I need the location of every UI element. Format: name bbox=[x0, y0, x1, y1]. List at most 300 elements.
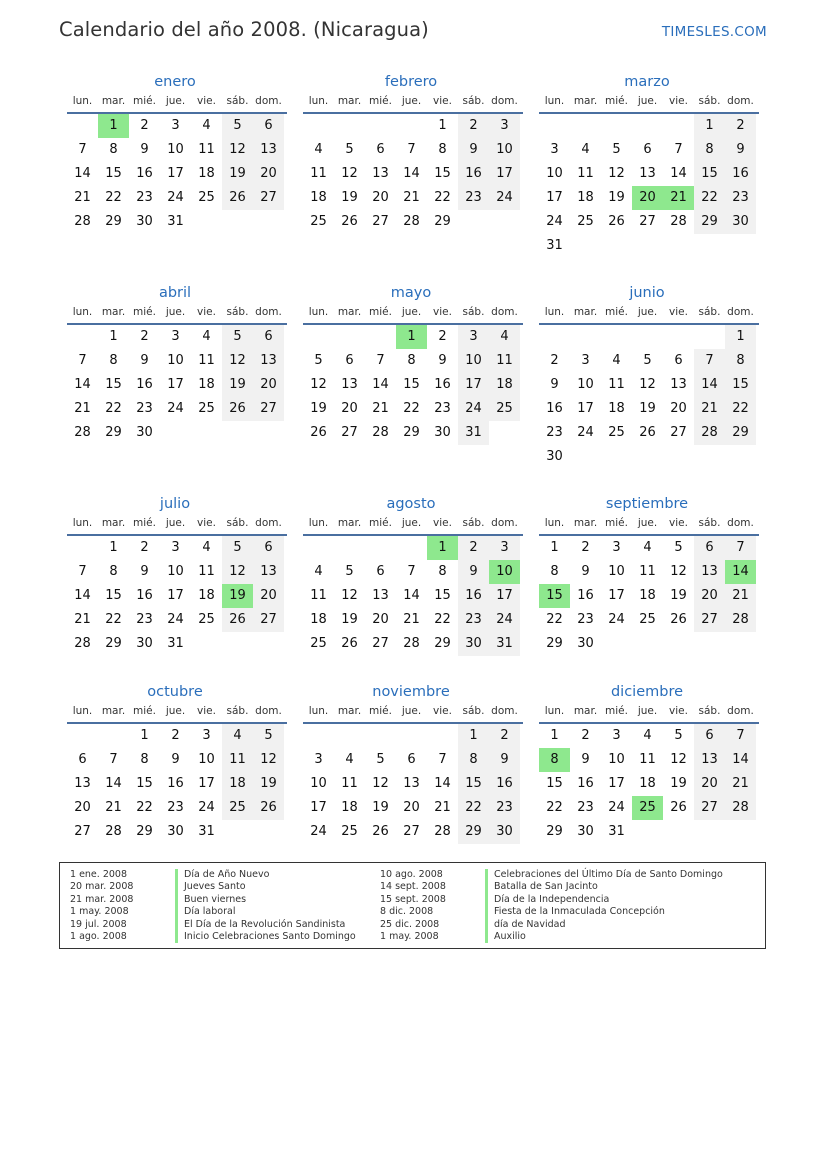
weekday-label: sáb. bbox=[462, 705, 485, 717]
day-cell: 9 bbox=[171, 752, 180, 767]
weekday-label: lun. bbox=[308, 306, 329, 318]
legend-holiday-name: día de Navidad bbox=[485, 919, 723, 931]
day-cell: 5 bbox=[222, 114, 253, 138]
day-cell: 16 bbox=[546, 401, 563, 416]
day-cell: 20 bbox=[694, 584, 725, 608]
day-cell: 30 bbox=[167, 824, 184, 839]
legend-date: 20 mar. 2008 bbox=[70, 881, 134, 893]
day-cell: 5 bbox=[314, 353, 323, 368]
day-cell: 26 bbox=[670, 800, 687, 815]
day-cell: 19 bbox=[253, 772, 284, 796]
day-cell: 15 bbox=[403, 377, 420, 392]
weekday-label: mar. bbox=[101, 517, 126, 529]
day-cell: 24 bbox=[546, 214, 563, 229]
weekday-label: vie. bbox=[433, 517, 452, 529]
empty-cell bbox=[601, 325, 632, 349]
day-cell: 19 bbox=[670, 776, 687, 791]
day-cell: 5 bbox=[612, 142, 621, 157]
day-cell: 20 bbox=[694, 772, 725, 796]
day-cell: 30 bbox=[577, 824, 594, 839]
weekday-label: mar. bbox=[101, 95, 126, 107]
day-cell: 10 bbox=[167, 353, 184, 368]
day-cell: 21 bbox=[372, 401, 389, 416]
day-cell: 19 bbox=[222, 373, 253, 397]
legend-date: 8 dic. 2008 bbox=[380, 906, 434, 918]
weekday-header bbox=[303, 304, 523, 325]
weekday-label: jue. bbox=[401, 705, 422, 717]
holiday-day: 1 bbox=[98, 114, 129, 138]
page-title: Calendario del año 2008. (Nicaragua) bbox=[59, 18, 429, 41]
day-cell: 30 bbox=[136, 214, 153, 229]
day-cell: 22 bbox=[434, 190, 451, 205]
day-cell: 22 bbox=[725, 397, 756, 421]
weekday-label: vie. bbox=[669, 517, 688, 529]
day-cell: 10 bbox=[546, 166, 563, 181]
legend-date: 1 may. 2008 bbox=[70, 906, 129, 918]
empty-cell bbox=[334, 114, 365, 138]
day-cell: 4 bbox=[643, 728, 652, 743]
day-cell: 25 bbox=[310, 214, 327, 229]
weekday-label: jue. bbox=[637, 306, 658, 318]
empty-cell bbox=[694, 325, 725, 349]
month-agosto bbox=[299, 494, 523, 656]
day-cell: 18 bbox=[310, 612, 327, 627]
day-cell: 17 bbox=[608, 776, 625, 791]
weekday-label: mar. bbox=[573, 517, 598, 529]
month-enero bbox=[63, 72, 287, 234]
day-cell: 13 bbox=[694, 560, 725, 584]
day-cell: 29 bbox=[694, 210, 725, 234]
day-cell: 20 bbox=[253, 162, 284, 186]
day-grid bbox=[303, 536, 523, 656]
day-cell: 18 bbox=[489, 373, 520, 397]
day-cell: 7 bbox=[376, 353, 385, 368]
day-cell: 28 bbox=[74, 214, 91, 229]
day-cell: 14 bbox=[670, 166, 687, 181]
weekday-label: lun. bbox=[544, 95, 565, 107]
day-cell: 13 bbox=[372, 166, 389, 181]
day-cell: 23 bbox=[489, 796, 520, 820]
day-cell: 21 bbox=[74, 190, 91, 205]
day-cell: 11 bbox=[310, 166, 327, 181]
empty-cell bbox=[396, 724, 427, 748]
day-cell: 25 bbox=[341, 824, 358, 839]
month-diciembre bbox=[535, 682, 759, 844]
day-cell: 26 bbox=[341, 636, 358, 651]
day-cell: 7 bbox=[725, 724, 756, 748]
weekday-label: mié. bbox=[605, 517, 628, 529]
day-cell: 15 bbox=[105, 166, 122, 181]
day-cell: 13 bbox=[74, 776, 91, 791]
day-cell: 16 bbox=[136, 377, 153, 392]
day-cell: 7 bbox=[78, 564, 87, 579]
day-cell: 28 bbox=[434, 824, 451, 839]
day-cell: 18 bbox=[341, 800, 358, 815]
day-cell: 24 bbox=[458, 397, 489, 421]
legend-date: 1 ene. 2008 bbox=[70, 869, 127, 880]
day-cell: 10 bbox=[577, 377, 594, 392]
empty-cell bbox=[570, 114, 601, 138]
day-cell: 4 bbox=[643, 540, 652, 555]
day-cell: 2 bbox=[550, 353, 559, 368]
day-cell: 19 bbox=[310, 401, 327, 416]
day-cell: 6 bbox=[253, 114, 284, 138]
day-cell: 14 bbox=[403, 588, 420, 603]
day-cell: 28 bbox=[725, 796, 756, 820]
day-cell: 16 bbox=[489, 772, 520, 796]
day-cell: 20 bbox=[372, 190, 389, 205]
day-cell: 4 bbox=[489, 325, 520, 349]
day-cell: 30 bbox=[434, 425, 451, 440]
day-cell: 1 bbox=[550, 540, 559, 555]
day-cell: 28 bbox=[74, 425, 91, 440]
legend-date: 10 ago. 2008 bbox=[380, 869, 443, 880]
legend-holiday-name: Celebraciones del Último Día de Santo Domingo bbox=[485, 869, 723, 881]
day-cell: 30 bbox=[136, 636, 153, 651]
day-cell: 12 bbox=[670, 752, 687, 767]
day-cell: 3 bbox=[612, 728, 621, 743]
weekday-label: mié. bbox=[605, 95, 628, 107]
day-cell: 10 bbox=[167, 142, 184, 157]
day-cell: 16 bbox=[577, 588, 594, 603]
day-cell: 27 bbox=[639, 214, 656, 229]
day-cell: 18 bbox=[222, 772, 253, 796]
weekday-label: lun. bbox=[308, 705, 329, 717]
day-cell: 31 bbox=[546, 238, 563, 253]
day-cell: 30 bbox=[458, 632, 489, 656]
day-cell: 9 bbox=[458, 560, 489, 584]
weekday-header bbox=[539, 515, 759, 536]
day-cell: 29 bbox=[105, 214, 122, 229]
weekday-label: jue. bbox=[637, 705, 658, 717]
day-cell: 2 bbox=[581, 540, 590, 555]
weekday-header bbox=[67, 703, 287, 724]
day-cell: 7 bbox=[674, 142, 683, 157]
day-cell: 13 bbox=[253, 349, 284, 373]
day-cell: 17 bbox=[167, 588, 184, 603]
month-name: septiembre bbox=[605, 496, 689, 512]
day-cell: 2 bbox=[438, 329, 447, 344]
legend-holiday-name: Fiesta de la Inmaculada Concepción bbox=[485, 906, 723, 918]
weekday-label: sáb. bbox=[462, 517, 485, 529]
weekday-label: mié. bbox=[369, 95, 392, 107]
legend-holiday-name: El Día de la Revolución Sandinista bbox=[175, 919, 356, 931]
day-cell: 18 bbox=[198, 377, 215, 392]
day-cell: 26 bbox=[372, 824, 389, 839]
empty-cell bbox=[365, 325, 396, 349]
day-cell: 31 bbox=[608, 824, 625, 839]
day-cell: 6 bbox=[694, 724, 725, 748]
day-cell: 2 bbox=[458, 536, 489, 560]
day-cell: 27 bbox=[694, 608, 725, 632]
day-cell: 10 bbox=[608, 564, 625, 579]
day-cell: 26 bbox=[222, 397, 253, 421]
day-cell: 4 bbox=[202, 118, 211, 133]
day-cell: 13 bbox=[403, 776, 420, 791]
day-cell: 3 bbox=[581, 353, 590, 368]
month-name: agosto bbox=[386, 496, 436, 512]
month-name: noviembre bbox=[372, 684, 450, 700]
day-cell: 1 bbox=[458, 724, 489, 748]
day-cell: 22 bbox=[546, 800, 563, 815]
weekday-label: vie. bbox=[197, 705, 216, 717]
day-cell: 29 bbox=[136, 824, 153, 839]
day-cell: 23 bbox=[136, 612, 153, 627]
day-grid bbox=[539, 536, 759, 656]
day-cell: 8 bbox=[438, 564, 447, 579]
weekday-label: dom. bbox=[727, 705, 754, 717]
weekday-label: jue. bbox=[401, 306, 422, 318]
weekday-label: mar. bbox=[101, 705, 126, 717]
day-cell: 29 bbox=[105, 636, 122, 651]
day-cell: 14 bbox=[372, 377, 389, 392]
day-cell: 17 bbox=[167, 166, 184, 181]
day-cell: 1 bbox=[140, 728, 149, 743]
day-cell: 6 bbox=[376, 142, 385, 157]
weekday-label: jue. bbox=[401, 517, 422, 529]
weekday-label: sáb. bbox=[698, 306, 721, 318]
month-name: enero bbox=[154, 74, 196, 90]
day-cell: 28 bbox=[372, 425, 389, 440]
day-cell: 3 bbox=[202, 728, 211, 743]
weekday-label: sáb. bbox=[226, 705, 249, 717]
day-cell: 15 bbox=[434, 588, 451, 603]
holiday-day: 1 bbox=[396, 325, 427, 349]
day-cell: 5 bbox=[222, 325, 253, 349]
day-cell: 6 bbox=[78, 752, 87, 767]
legend-holiday-name: Jueves Santo bbox=[175, 881, 356, 893]
day-cell: 25 bbox=[222, 796, 253, 820]
empty-cell bbox=[427, 724, 458, 748]
weekday-label: mar. bbox=[101, 306, 126, 318]
weekday-label: sáb. bbox=[462, 306, 485, 318]
day-cell: 21 bbox=[725, 772, 756, 796]
empty-cell bbox=[67, 536, 98, 560]
day-cell: 7 bbox=[109, 752, 118, 767]
empty-cell bbox=[303, 114, 334, 138]
day-cell: 8 bbox=[407, 353, 416, 368]
day-cell: 16 bbox=[458, 162, 489, 186]
day-cell: 23 bbox=[434, 401, 451, 416]
day-cell: 7 bbox=[78, 353, 87, 368]
day-cell: 13 bbox=[253, 138, 284, 162]
day-cell: 4 bbox=[581, 142, 590, 157]
day-cell: 9 bbox=[489, 748, 520, 772]
day-cell: 26 bbox=[222, 608, 253, 632]
day-cell: 3 bbox=[314, 752, 323, 767]
day-cell: 7 bbox=[694, 349, 725, 373]
day-cell: 11 bbox=[310, 588, 327, 603]
empty-cell bbox=[67, 114, 98, 138]
day-cell: 19 bbox=[222, 162, 253, 186]
day-cell: 25 bbox=[489, 397, 520, 421]
month-name: junio bbox=[629, 285, 665, 301]
weekday-label: dom. bbox=[727, 306, 754, 318]
day-cell: 15 bbox=[434, 166, 451, 181]
legend-date: 25 dic. 2008 bbox=[380, 918, 440, 930]
day-cell: 5 bbox=[674, 540, 683, 555]
weekday-label: dom. bbox=[255, 306, 282, 318]
day-cell: 11 bbox=[198, 564, 215, 579]
day-cell: 2 bbox=[140, 329, 149, 344]
day-cell: 22 bbox=[105, 401, 122, 416]
weekday-label: vie. bbox=[433, 95, 452, 107]
day-cell: 6 bbox=[253, 536, 284, 560]
day-cell: 8 bbox=[694, 138, 725, 162]
weekday-label: mié. bbox=[369, 517, 392, 529]
day-cell: 22 bbox=[458, 796, 489, 820]
day-cell: 10 bbox=[310, 776, 327, 791]
brand-link[interactable]: TIMESLES.COM bbox=[661, 24, 767, 40]
day-cell: 27 bbox=[403, 824, 420, 839]
day-cell: 24 bbox=[198, 800, 215, 815]
day-cell: 3 bbox=[171, 118, 180, 133]
day-cell: 27 bbox=[253, 608, 284, 632]
legend-date: 1 ago. 2008 bbox=[70, 930, 127, 942]
weekday-label: dom. bbox=[491, 95, 518, 107]
weekday-label: sáb. bbox=[698, 517, 721, 529]
month-febrero bbox=[299, 72, 523, 234]
day-cell: 20 bbox=[403, 800, 420, 815]
weekday-label: lun. bbox=[72, 95, 93, 107]
weekday-label: vie. bbox=[433, 306, 452, 318]
day-cell: 9 bbox=[140, 564, 149, 579]
day-cell: 20 bbox=[74, 800, 91, 815]
month-name: abril bbox=[158, 285, 192, 301]
day-cell: 3 bbox=[612, 540, 621, 555]
weekday-label: lun. bbox=[544, 306, 565, 318]
day-cell: 23 bbox=[546, 425, 563, 440]
month-junio bbox=[535, 283, 759, 469]
day-cell: 30 bbox=[577, 636, 594, 651]
day-cell: 11 bbox=[639, 752, 656, 767]
weekday-header bbox=[539, 93, 759, 114]
weekday-label: jue. bbox=[165, 306, 186, 318]
day-cell: 20 bbox=[341, 401, 358, 416]
month-name: octubre bbox=[147, 684, 203, 700]
legend-names-column bbox=[175, 869, 356, 943]
day-cell: 6 bbox=[407, 752, 416, 767]
day-cell: 24 bbox=[167, 401, 184, 416]
month-name: diciembre bbox=[610, 684, 684, 700]
holiday-day: 8 bbox=[539, 748, 570, 772]
weekday-label: vie. bbox=[197, 517, 216, 529]
day-cell: 25 bbox=[639, 612, 656, 627]
weekday-label: mié. bbox=[133, 306, 156, 318]
empty-cell bbox=[365, 724, 396, 748]
weekday-label: mié. bbox=[369, 705, 392, 717]
legend-holiday-name: Buen viernes bbox=[175, 894, 356, 906]
weekday-label: mar. bbox=[573, 95, 598, 107]
day-cell: 22 bbox=[105, 612, 122, 627]
weekday-label: lun. bbox=[72, 306, 93, 318]
day-cell: 24 bbox=[608, 800, 625, 815]
weekday-label: mar. bbox=[337, 95, 362, 107]
day-cell: 11 bbox=[198, 353, 215, 368]
weekday-header bbox=[539, 703, 759, 724]
legend-holiday-name: Inicio Celebraciones Santo Domingo bbox=[175, 931, 356, 943]
weekday-label: dom. bbox=[255, 517, 282, 529]
holiday-day: 19 bbox=[222, 584, 253, 608]
day-cell: 19 bbox=[341, 612, 358, 627]
day-cell: 16 bbox=[434, 377, 451, 392]
day-cell: 23 bbox=[725, 186, 756, 210]
day-cell: 3 bbox=[550, 142, 559, 157]
day-cell: 19 bbox=[372, 800, 389, 815]
day-grid bbox=[303, 114, 523, 234]
day-grid bbox=[67, 114, 287, 234]
day-grid bbox=[67, 724, 287, 844]
day-cell: 20 bbox=[253, 584, 284, 608]
day-cell: 21 bbox=[74, 612, 91, 627]
day-cell: 29 bbox=[546, 824, 563, 839]
day-cell: 27 bbox=[694, 796, 725, 820]
empty-cell bbox=[396, 114, 427, 138]
day-cell: 31 bbox=[489, 632, 520, 656]
day-cell: 10 bbox=[198, 752, 215, 767]
day-cell: 9 bbox=[581, 564, 590, 579]
legend-date: 15 sept. 2008 bbox=[380, 893, 446, 905]
legend-dates-column bbox=[380, 869, 446, 943]
day-cell: 15 bbox=[105, 588, 122, 603]
day-cell: 11 bbox=[639, 564, 656, 579]
day-cell: 23 bbox=[577, 800, 594, 815]
day-cell: 1 bbox=[725, 325, 756, 349]
day-cell: 29 bbox=[105, 425, 122, 440]
day-cell: 12 bbox=[372, 776, 389, 791]
day-cell: 29 bbox=[458, 820, 489, 844]
day-cell: 26 bbox=[608, 214, 625, 229]
day-cell: 11 bbox=[341, 776, 358, 791]
day-cell: 5 bbox=[253, 724, 284, 748]
day-cell: 20 bbox=[253, 373, 284, 397]
day-cell: 27 bbox=[253, 186, 284, 210]
day-cell: 8 bbox=[725, 349, 756, 373]
day-cell: 15 bbox=[725, 373, 756, 397]
day-cell: 24 bbox=[167, 612, 184, 627]
holiday-legend bbox=[59, 862, 766, 949]
legend-holiday-name: Auxilio bbox=[485, 931, 723, 943]
weekday-label: lun. bbox=[72, 705, 93, 717]
day-cell: 28 bbox=[694, 421, 725, 445]
weekday-label: mié. bbox=[133, 517, 156, 529]
day-cell: 10 bbox=[458, 349, 489, 373]
day-cell: 22 bbox=[434, 612, 451, 627]
day-cell: 15 bbox=[694, 162, 725, 186]
day-cell: 9 bbox=[550, 377, 559, 392]
weekday-label: sáb. bbox=[226, 306, 249, 318]
day-cell: 25 bbox=[608, 425, 625, 440]
weekday-header bbox=[67, 515, 287, 536]
empty-cell bbox=[539, 114, 570, 138]
day-cell: 7 bbox=[407, 564, 416, 579]
day-cell: 3 bbox=[171, 540, 180, 555]
day-cell: 14 bbox=[74, 166, 91, 181]
day-cell: 15 bbox=[458, 772, 489, 796]
day-cell: 17 bbox=[577, 401, 594, 416]
day-cell: 22 bbox=[136, 800, 153, 815]
day-cell: 30 bbox=[725, 210, 756, 234]
day-cell: 6 bbox=[376, 564, 385, 579]
day-cell: 8 bbox=[438, 142, 447, 157]
day-cell: 14 bbox=[74, 588, 91, 603]
day-cell: 29 bbox=[434, 636, 451, 651]
weekday-label: mar. bbox=[337, 705, 362, 717]
day-cell: 12 bbox=[222, 138, 253, 162]
weekday-label: mar. bbox=[573, 306, 598, 318]
day-cell: 23 bbox=[167, 800, 184, 815]
day-cell: 13 bbox=[694, 748, 725, 772]
